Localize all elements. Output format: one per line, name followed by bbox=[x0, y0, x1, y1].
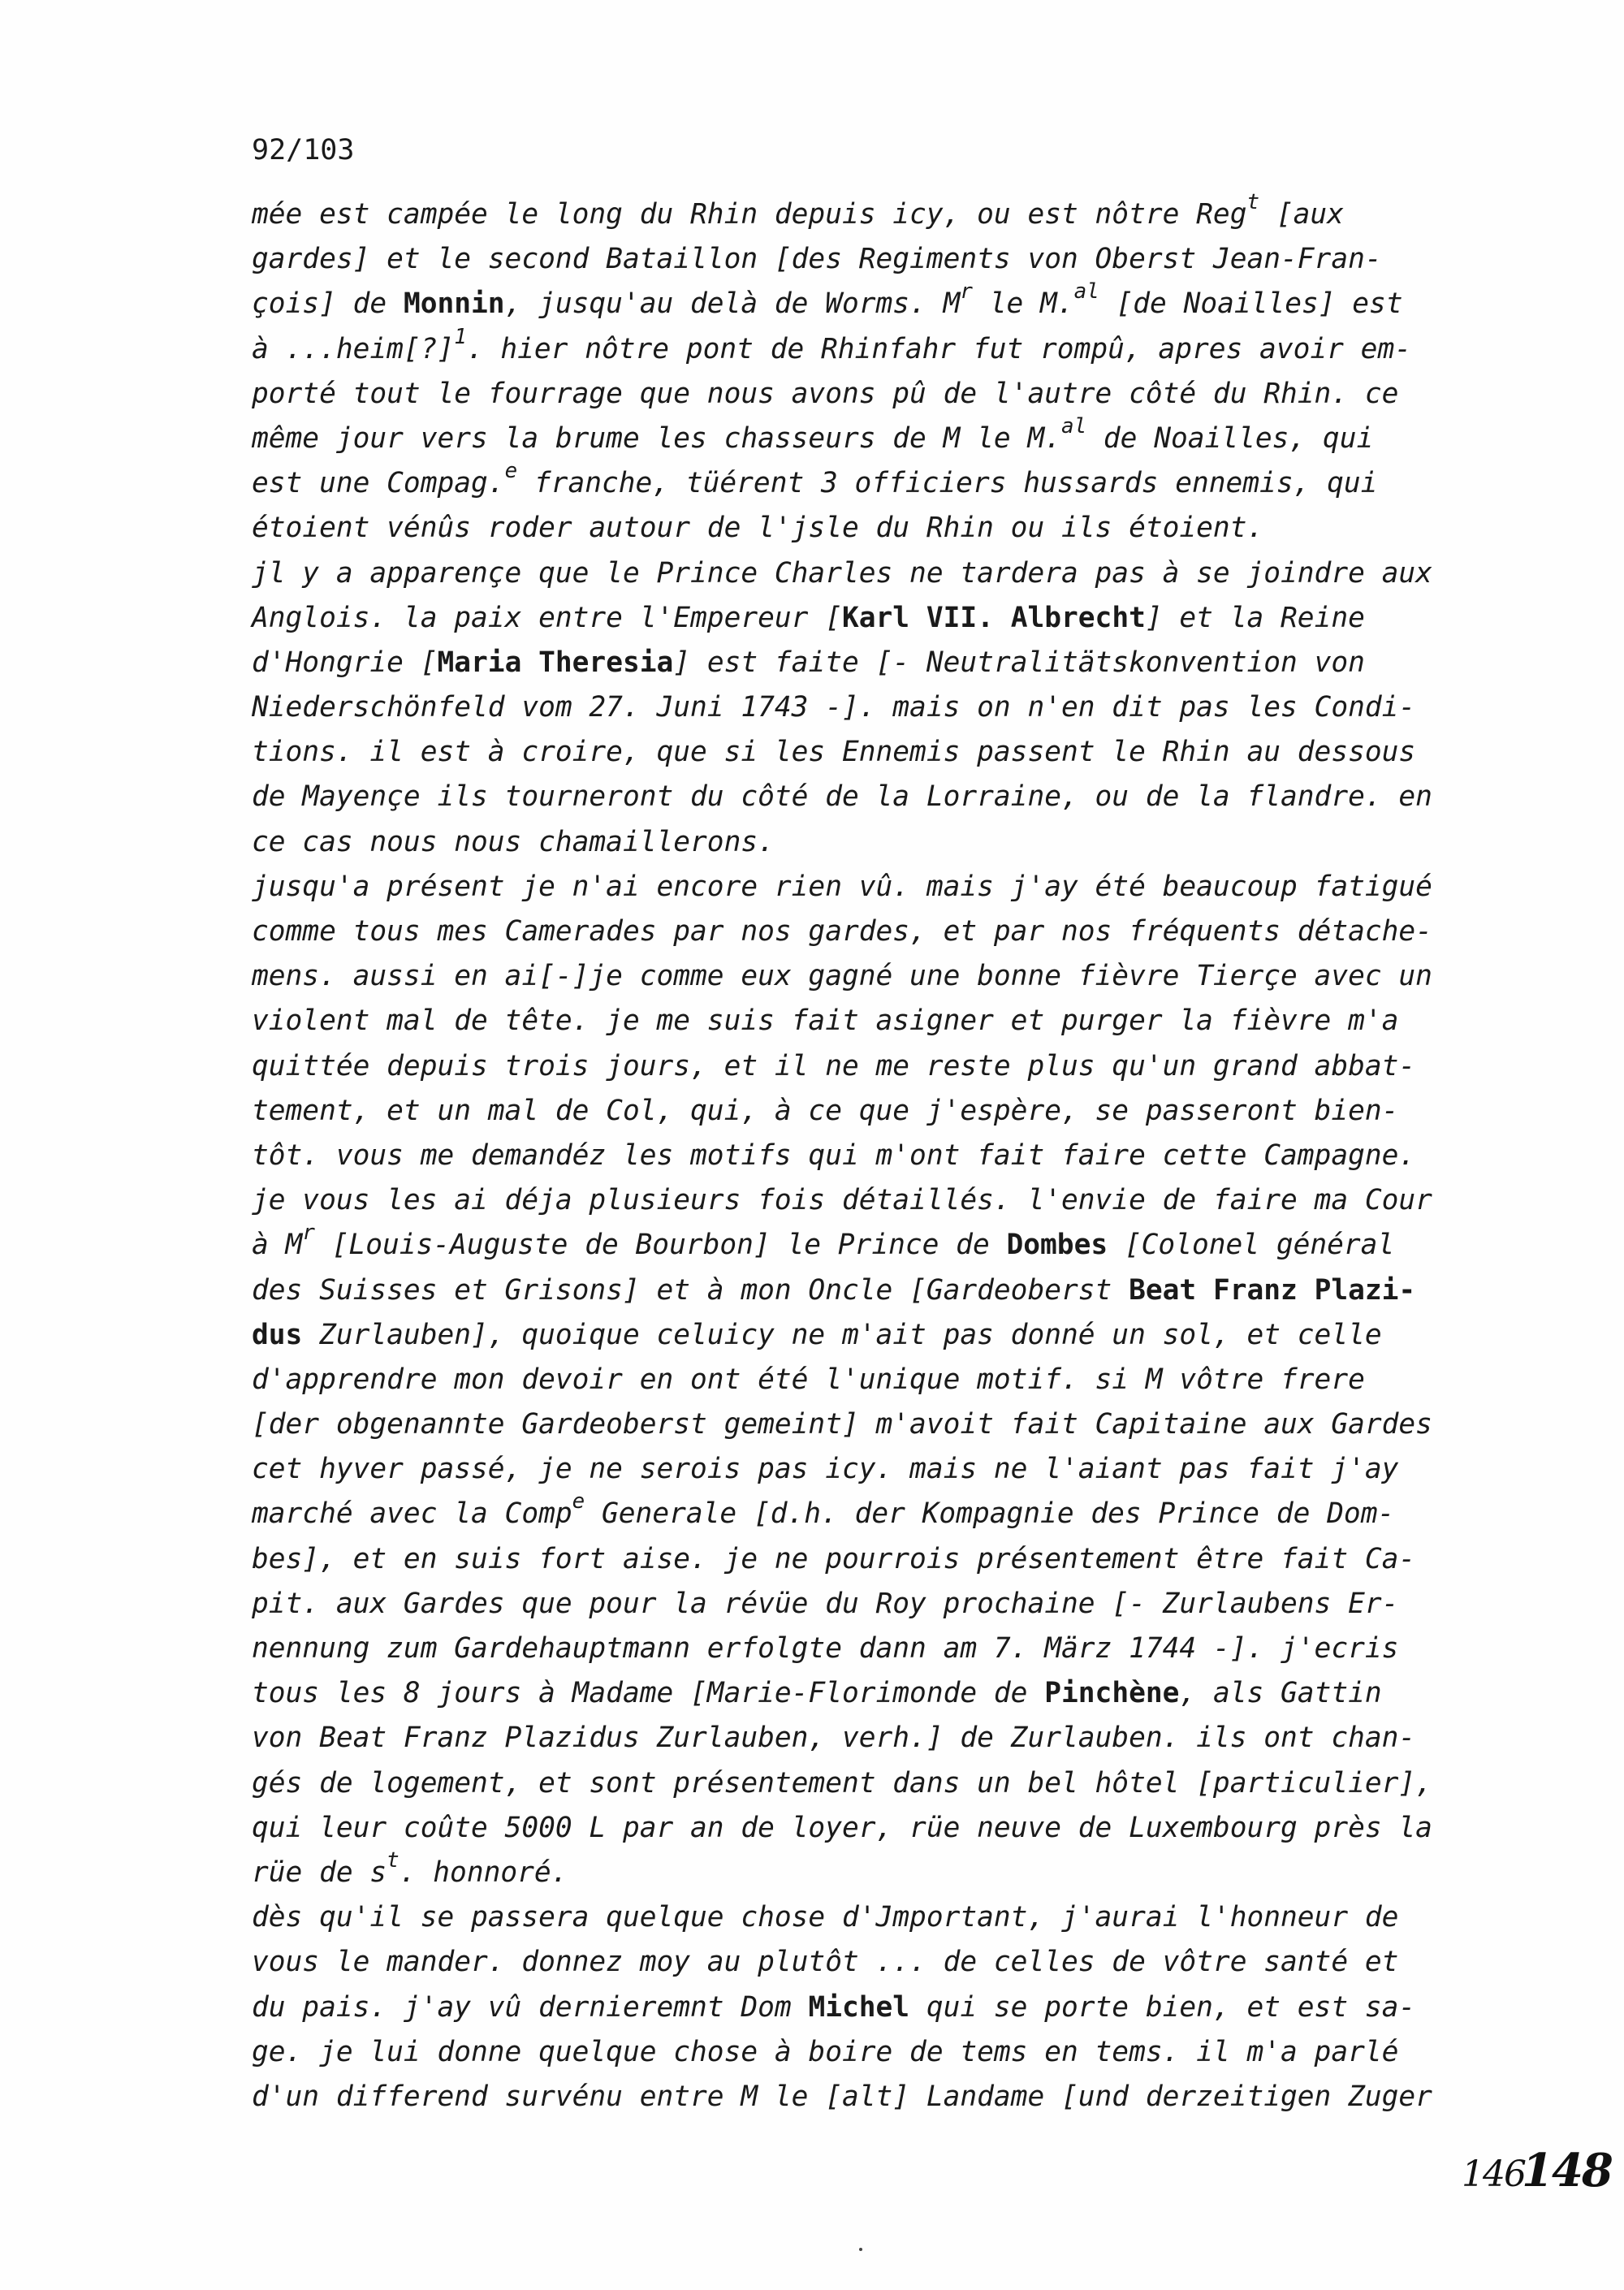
text-line bbox=[252, 820, 1518, 865]
text-run: du pais. j'ay vû dernieremnt Dom bbox=[252, 1990, 809, 2024]
text-line bbox=[252, 1089, 1518, 1134]
superscript: t bbox=[387, 1847, 400, 1873]
text-run: violent mal de tête. je me suis fait asigner et purger la fièvre m'a bbox=[252, 1005, 1399, 1038]
text-run: Zurlauben], quoique celuicy ne m'ait pas donné un sol, et celle bbox=[302, 1318, 1382, 1351]
folio-current-number: 148 bbox=[1521, 2144, 1612, 2197]
bold-name: Monnin bbox=[403, 287, 505, 321]
text-line bbox=[252, 1582, 1518, 1627]
text-run: étoient vénûs roder autour de l'jsle du Rhin ou ils étoient. bbox=[252, 512, 1264, 545]
text-run: d'un differend survénu entre M le [alt] Landame [und derzeitigen Zuger bbox=[252, 2080, 1432, 2113]
text-line bbox=[252, 775, 1518, 819]
text-run: de Noailles, qui bbox=[1086, 421, 1374, 455]
text-line bbox=[252, 1223, 1518, 1268]
text-line bbox=[252, 2030, 1518, 2075]
text-run: je vous les ai déja plusieurs fois détaillés. l'envie de faire ma Cour bbox=[252, 1184, 1432, 1217]
text-line bbox=[252, 2075, 1518, 2119]
text-run: Generale [d.h. der Kompagnie des Prince de Dom- bbox=[585, 1497, 1395, 1531]
text-run: tions. il est à croire, que si les Ennemis passent le Rhin au dessous bbox=[252, 736, 1416, 769]
text-run: des Suisses et Grisons] et à mon Oncle [Gardeoberst bbox=[252, 1273, 1129, 1307]
text-run: çois] de bbox=[252, 287, 404, 321]
folio-struck-number: 146 bbox=[1462, 2154, 1525, 2195]
superscript: 1 bbox=[454, 324, 467, 349]
superscript: e bbox=[504, 459, 518, 484]
text-line bbox=[252, 1671, 1518, 1716]
text-run: vous le mander. donnez moy au plutôt ... de celles de vôtre santé et bbox=[252, 1946, 1399, 1979]
text-line bbox=[252, 596, 1518, 641]
page-number: 92/103 bbox=[252, 134, 355, 166]
text-run: ] et la Reine bbox=[1145, 601, 1365, 634]
text-run: est une Compag. bbox=[252, 467, 505, 500]
text-run: bes], et en suis fort aise. je ne pourrois présentement être fait Ca- bbox=[252, 1542, 1416, 1575]
text-run: à ...heim[?] bbox=[252, 332, 455, 365]
text-line bbox=[252, 1895, 1518, 1940]
text-run: jusqu'a présent je n'ai encore rien vû. mais j'ay été beaucoup fatigué bbox=[252, 870, 1432, 903]
text-run: , jusqu'au delà de Worms. M bbox=[504, 287, 961, 321]
text-run: , als Gattin bbox=[1179, 1677, 1382, 1710]
text-line bbox=[252, 506, 1518, 551]
text-run: [de Noailles] est bbox=[1099, 287, 1403, 321]
text-run: qui leur coûte 5000 L par an de loyer, rüe neuve de Luxembourg près la bbox=[252, 1811, 1432, 1844]
text-line bbox=[252, 551, 1518, 596]
text-run: Niederschönfeld vom 27. Juni 1743 -]. mais on n'en dit pas les Condi- bbox=[252, 691, 1416, 724]
text-line bbox=[252, 1402, 1518, 1447]
text-run: franche, tüérent 3 officiers hussards ennemis, qui bbox=[517, 467, 1378, 500]
bold-name: Michel bbox=[808, 1990, 910, 2024]
text-line bbox=[252, 1044, 1518, 1089]
text-line bbox=[252, 1268, 1518, 1313]
text-run: gés de logement, et sont présentement dans un bel hôtel [particulier], bbox=[252, 1766, 1432, 1800]
text-run: comme tous mes Camerades par nos gardes, et par nos fréquents détache- bbox=[252, 915, 1432, 948]
text-run: cet hyver passé, je ne serois pas icy. mais ne l'aiant pas fait j'ay bbox=[252, 1453, 1399, 1486]
text-run: [aux bbox=[1259, 198, 1344, 231]
text-line bbox=[252, 1806, 1518, 1851]
text-run: même jour vers la brume les chasseurs de M le M. bbox=[252, 421, 1061, 455]
text-line bbox=[252, 954, 1518, 999]
scan-speck bbox=[859, 2248, 862, 2251]
folio-number bbox=[1462, 2144, 1612, 2197]
text-line bbox=[252, 1134, 1518, 1178]
bold-name: Pinchène bbox=[1044, 1677, 1180, 1710]
text-run: nennung zum Gardehauptmann erfolgte dann am 7. März 1744 -]. j'ecris bbox=[252, 1632, 1399, 1665]
text-line bbox=[252, 237, 1518, 282]
text-line bbox=[252, 279, 1518, 326]
text-line bbox=[252, 1761, 1518, 1806]
text-run: von Beat Franz Plazidus Zurlauben, verh.] de Zurlauben. ils ont chan- bbox=[252, 1722, 1416, 1755]
text-run: [Louis-Auguste de Bourbon] le Prince de bbox=[314, 1229, 1007, 1262]
text-run: jl y a apparençe que le Prince Charles ne tardera pas à se joindre aux bbox=[252, 556, 1432, 590]
text-run: pit. aux Gardes que pour la révüe du Roy prochaine [- Zurlaubens Er- bbox=[252, 1587, 1399, 1620]
superscript: al bbox=[1073, 279, 1099, 305]
bold-name: Beat Franz Plazi- bbox=[1129, 1273, 1416, 1307]
superscript: e bbox=[572, 1489, 585, 1514]
bold-name: Maria Theresia bbox=[437, 646, 674, 679]
text-line bbox=[252, 865, 1518, 910]
superscript: t bbox=[1246, 189, 1260, 214]
text-run: . honnoré. bbox=[399, 1856, 568, 1889]
text-run: mens. aussi en ai[-]je comme eux gagné une bonne fièvre Tierçe avec un bbox=[252, 960, 1432, 993]
text-run: d'Hongrie [ bbox=[252, 646, 438, 679]
letter-body bbox=[252, 189, 1518, 2119]
text-run: tement, et un mal de Col, qui, à ce que j'espère, se passeront bien- bbox=[252, 1094, 1399, 1127]
text-run: marché avec la Comp bbox=[252, 1497, 572, 1531]
text-line bbox=[252, 910, 1518, 954]
text-line bbox=[252, 1985, 1518, 2030]
text-run: à M bbox=[252, 1229, 303, 1262]
text-run: [Colonel général bbox=[1108, 1229, 1395, 1262]
text-line bbox=[252, 1940, 1518, 1985]
text-run: ge. je lui donne quelque chose à boire de tems en tems. il m'a parlé bbox=[252, 2035, 1399, 2068]
text-line bbox=[252, 685, 1518, 730]
text-run: gardes] et le second Bataillon [des Regiments von Oberst Jean-Fran- bbox=[252, 243, 1382, 276]
text-run: . hier nôtre pont de Rhinfahr fut rompû, apres avoir em- bbox=[466, 332, 1411, 365]
text-line bbox=[252, 1627, 1518, 1671]
text-line bbox=[252, 372, 1518, 417]
text-line bbox=[252, 1537, 1518, 1582]
text-line bbox=[252, 1358, 1518, 1402]
text-line bbox=[252, 1447, 1518, 1492]
text-line bbox=[252, 189, 1518, 237]
text-line bbox=[252, 1313, 1518, 1358]
text-run: d'apprendre mon devoir en ont été l'unique motif. si M vôtre frere bbox=[252, 1363, 1365, 1396]
text-line bbox=[252, 641, 1518, 685]
text-line bbox=[252, 1847, 1518, 1895]
bold-name: dus bbox=[252, 1318, 303, 1351]
text-run: [der obgenannte Gardeoberst gemeint] m'avoit fait Capitaine aux Gardes bbox=[252, 1408, 1432, 1441]
text-run: tôt. vous me demandéz les motifs qui m'ont fait faire cette Campagne. bbox=[252, 1139, 1416, 1172]
text-run: mée est campée le long du Rhin depuis icy, ou est nôtre Reg bbox=[252, 198, 1247, 231]
text-run: quittée depuis trois jours, et il ne me reste plus qu'un grand abbat- bbox=[252, 1049, 1416, 1082]
text-line bbox=[252, 324, 1518, 372]
superscript: r bbox=[960, 279, 973, 305]
text-run: de Mayençe ils tourneront du côté de la Lorraine, ou de la flandre. en bbox=[252, 780, 1432, 814]
superscript: r bbox=[302, 1221, 315, 1246]
text-line bbox=[252, 1716, 1518, 1761]
text-run: porté tout le fourrage que nous avons pû de l'autre côté du Rhin. ce bbox=[252, 377, 1399, 410]
text-line bbox=[252, 413, 1518, 461]
text-run: le M. bbox=[972, 287, 1074, 321]
text-run: Anglois. la paix entre l'Empereur [ bbox=[252, 601, 842, 634]
text-line bbox=[252, 461, 1518, 506]
text-line bbox=[252, 1489, 1518, 1536]
text-run: ce cas nous nous chamaillerons. bbox=[252, 825, 775, 858]
superscript: al bbox=[1061, 413, 1087, 439]
text-run: rüe de s bbox=[252, 1856, 387, 1889]
text-run: tous les 8 jours à Madame [Marie-Florimonde de bbox=[252, 1677, 1045, 1710]
text-run: dès qu'il se passera quelque chose d'Jmportant, j'aurai l'honneur de bbox=[252, 1901, 1399, 1934]
text-line bbox=[252, 999, 1518, 1043]
text-line bbox=[252, 1178, 1518, 1223]
bold-name: Karl VII. Albrecht bbox=[841, 601, 1146, 634]
text-run: qui se porte bien, et est sa- bbox=[909, 1990, 1416, 2024]
text-line bbox=[252, 730, 1518, 775]
bold-name: Dombes bbox=[1006, 1229, 1108, 1262]
text-run: ] est faite [- Neutralitätskonvention von bbox=[673, 646, 1365, 679]
